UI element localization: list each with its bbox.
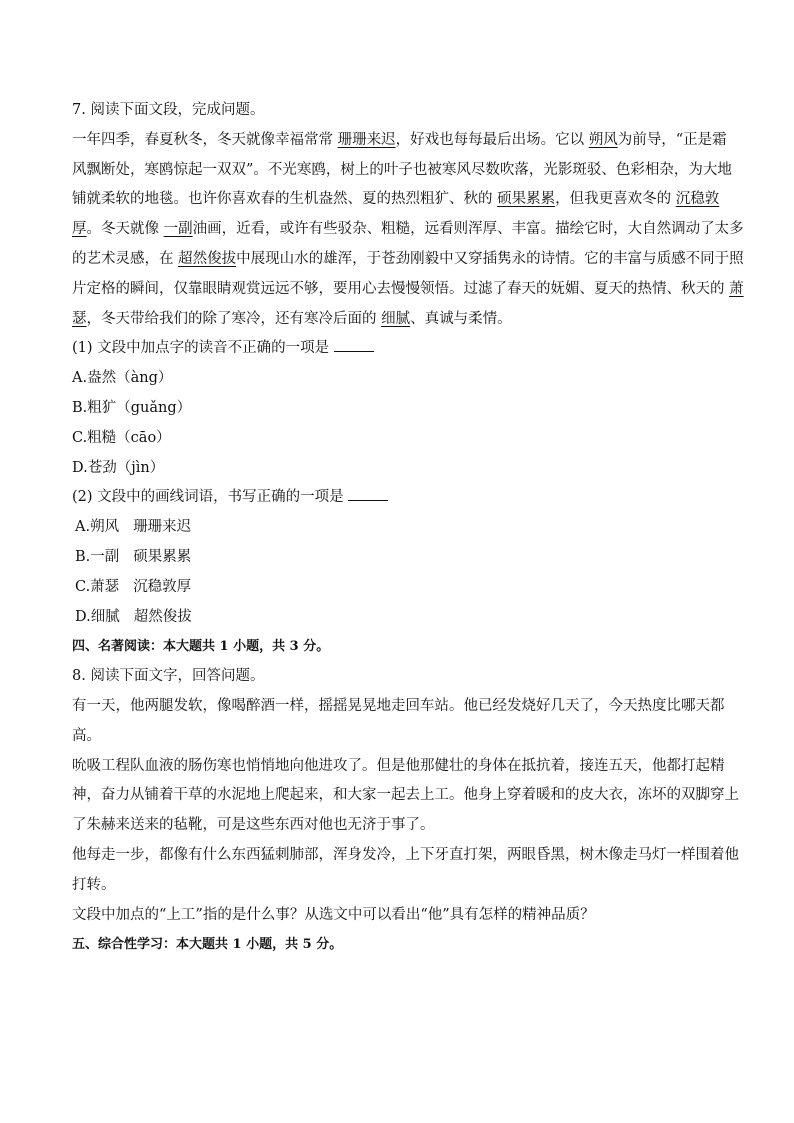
answer-blank: [348, 486, 388, 501]
q7-sub1-stem: (1) 文段中加点字的读音不正确的一项是: [72, 334, 722, 364]
underlined-term: 厚: [72, 221, 87, 238]
q7-sub2-option-d: D.细腻 超然俊拔: [75, 608, 192, 625]
underlined-term: 萧: [729, 280, 744, 297]
q7-title: 7. 阅读下面文段，完成问题。: [72, 102, 265, 118]
answer-blank: [334, 337, 374, 352]
q7-sub1-option-d: D.苍劲（jìn）: [72, 459, 165, 476]
q8-question: 文段中加点的“上工”指的是什么事？从选文中可以看出“他”具有怎样的精神品质？: [72, 906, 595, 923]
q7-sub1-option-a: A.盎然（àng）: [72, 370, 173, 387]
q7-sub2-option-c: C.萧瑟 沉稳敦厚: [75, 578, 192, 595]
q7-sub2-option-b: B.一副 硕果累累: [75, 548, 192, 565]
q7-passage-line-7: 瑟，冬天带给我们的除了寒冷，还有寒冷后面的 细腻、真诚与柔情。: [72, 310, 512, 327]
q8-line-5: 了朱赫来送来的毡靴，可是这些东西对他也无济于事了。: [72, 817, 435, 834]
underlined-term: 硕果累累: [497, 191, 556, 208]
underlined-term: 朔风: [588, 131, 618, 148]
q8-line-7: 打转。: [72, 876, 116, 893]
q8-line-6: 他每走一步，都像有什么东西猛刺肺部，浑身发冷，上下牙直打架，两眼昏黑，树木像走马灯一样围着他: [72, 846, 739, 863]
q8-line-2: 高。: [72, 727, 101, 744]
q7-passage-line-2: 风飘断处，寒鸥惊起一双双”。不光寒鸥，树上的叶子也被寒风尽数吹落，光影斑驳、色彩相杂，为大地: [72, 161, 732, 178]
q7-sub1-option-b: B.粗犷（guǎng）: [72, 399, 192, 416]
section-5-heading: 五、综合性学习：本大题共 1 小题，共 5 分。: [72, 937, 343, 953]
underlined-term: 细腻: [381, 310, 411, 327]
q7-sub2-option-a: A.朔风 珊珊来迟: [75, 519, 192, 536]
underlined-term: 超然俊拔: [178, 250, 237, 267]
q7-passage-line-6: 片定格的瞬间，仅靠眼睛观赏远远不够，要用心去慢慢领悟。过滤了春天的妩媚、夏天的热情、秋天的 萧: [72, 280, 744, 297]
underlined-term: 珊珊来迟: [337, 131, 396, 148]
underlined-term: 沉稳敦: [675, 191, 720, 208]
q7-passage-line-5: 的艺术灵感，在 超然俊拔中展现山水的雄浑，于苍劲刚毅中又穿插隽永的诗情。它的丰富与质感不同于照: [72, 250, 744, 267]
document-page: [72, 96, 744, 960]
q8-line-4: 神，奋力从铺着干草的水泥地上爬起来，和大家一起去上工。他身上穿着暖和的皮大衣，冻坏的双脚穿上: [72, 787, 739, 804]
q8-line-1: 有一天，他两腿发软，像喝醉酒一样，摇摇晃晃地走回车站。他已经发烧好几天了，今天热度比哪天都: [72, 697, 725, 714]
q7-passage-line-3: 铺就柔软的地毯。也许你喜欢春的生机盎然、夏的热烈粗犷、秋的 硕果累累，但我更喜欢冬的 沉稳敦: [72, 191, 720, 208]
q8-title: 8. 阅读下面文字，回答问题。: [72, 668, 265, 685]
section-4-heading: 四、名著阅读：本大题共 1 小题，共 3 分。: [72, 639, 330, 655]
q7-sub1-option-c: C.粗糙（cāo）: [72, 429, 171, 446]
q8-line-3: 吮吸工程队血液的肠伤寒也悄悄地向他进攻了。但是他那健壮的身体在抵抗着，接连五天，他都打起精: [72, 757, 725, 774]
q7-passage-line-4: 厚。冬天就像 一副油画，近看，或许有些驳杂、粗糙，远看则浑厚、丰富。描绘它时，大自然调动了太多: [72, 221, 744, 238]
q7-sub2-stem: (2) 文段中的画线词语，书写正确的一项是: [72, 483, 722, 513]
underlined-term: 瑟: [72, 310, 87, 327]
q7-passage-line-1: 一年四季，春夏秋冬，冬天就像幸福常常 珊珊来迟，好戏也每每最后出场。它以 朔风为前导，“正是霜: [72, 131, 727, 148]
underlined-term: 一副: [163, 221, 193, 238]
